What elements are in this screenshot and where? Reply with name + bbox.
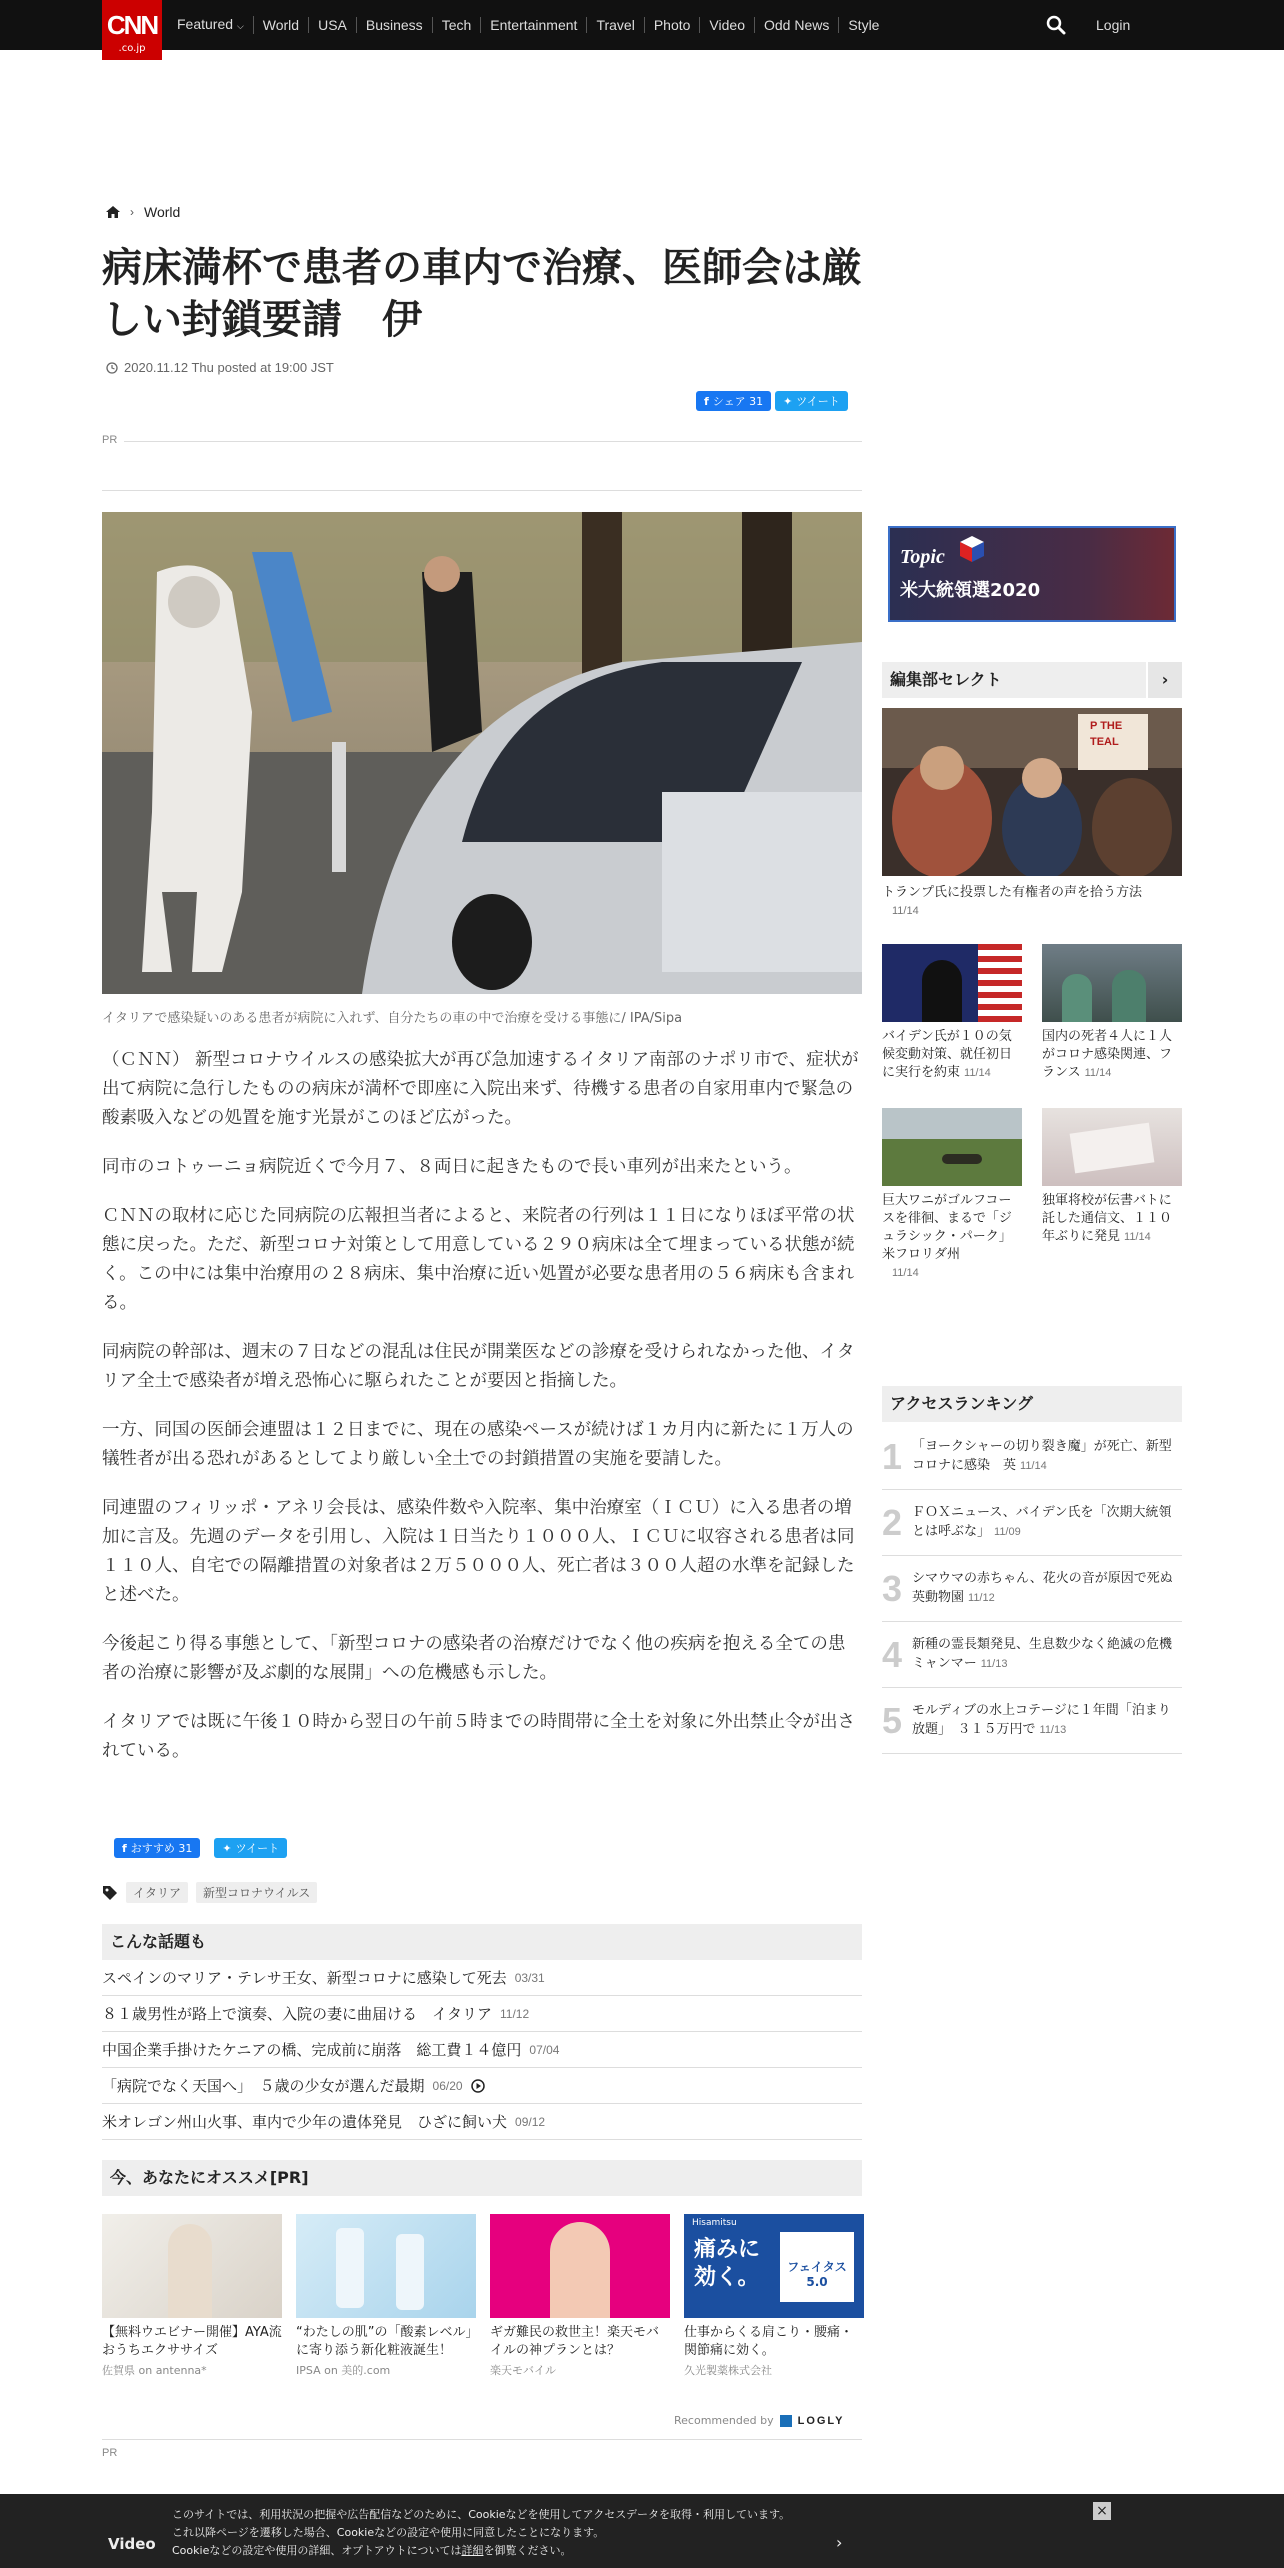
bottle-shape — [336, 2228, 364, 2308]
card-source: IPSA on 美的.com — [296, 2364, 391, 2377]
login-link[interactable]: Login — [1096, 17, 1131, 33]
clock-icon — [106, 362, 118, 374]
ranking-heading: アクセスランキング — [882, 1386, 1182, 1422]
paragraph: 同市のコトゥーニョ病院近くで今月７、８両日に起きたもので長い車列が出来たという。 — [102, 1157, 802, 1177]
ranking-list — [882, 1424, 1186, 1754]
nav-label: Featured — [177, 16, 234, 32]
chevron-right-icon[interactable]: › — [1146, 662, 1182, 698]
play-video-icon — [471, 2079, 485, 2093]
person-figure — [168, 2224, 212, 2318]
ranking-item[interactable] — [882, 1688, 1182, 1754]
facebook-share-button[interactable] — [696, 391, 771, 411]
search-icon[interactable] — [1046, 15, 1066, 35]
related-list — [102, 1960, 862, 2140]
logly-logo-icon — [780, 2415, 792, 2427]
recommend-card[interactable] — [296, 2214, 476, 2378]
card-image — [490, 2214, 670, 2318]
rank-date: 11/12 — [968, 1592, 995, 1604]
related-date: 07/04 — [529, 2042, 560, 2057]
logo-text: CNN — [106, 10, 158, 40]
pick-date: 11/14 — [1084, 1067, 1112, 1079]
pick-date: 11/14 — [892, 1267, 919, 1279]
divider — [124, 441, 862, 442]
pick-image — [1042, 944, 1182, 1022]
ranking-item[interactable] — [882, 1424, 1182, 1490]
card-image — [296, 2214, 476, 2318]
related-title: 中国企業手掛けたケニアの橋、完成前に崩落 総工費１４億円 — [102, 2041, 522, 2059]
pr-label: PR — [102, 2447, 118, 2459]
rank-number: 1 — [882, 1435, 903, 1477]
person-figure — [922, 960, 962, 1022]
ballot-box-icon — [960, 536, 984, 562]
list-item[interactable] — [102, 2032, 862, 2068]
card-title: “わたしの肌”の「酸素レベル」に寄り添う新化粧液誕生！ — [296, 2325, 472, 2358]
share-buttons-top — [696, 391, 848, 411]
editor-pick-item[interactable] — [882, 1108, 1022, 1282]
nav-video[interactable]: Video — [700, 17, 755, 33]
ad-brand: Hisamitsu — [692, 2218, 737, 2228]
twitter-icon: ✦ — [222, 1841, 232, 1855]
rank-title: 「ヨークシャーの切り裂き魔」が死亡、新型コロナに感染 英 — [912, 1439, 1172, 1473]
logo-subtext: .co.jp — [118, 43, 146, 54]
rank-number: 2 — [882, 1501, 903, 1543]
facebook-recommend-button[interactable] — [114, 1838, 200, 1858]
editor-pick-item[interactable] — [1042, 1108, 1182, 1246]
topic-title: 米大統領選2020 — [900, 580, 1041, 601]
list-item[interactable] — [102, 2104, 862, 2140]
editor-pick-main-title[interactable] — [882, 884, 1182, 920]
nav-world[interactable]: World — [254, 17, 309, 33]
close-icon[interactable]: × — [1093, 2502, 1111, 2520]
rank-date: 11/13 — [980, 1658, 1008, 1670]
cookie-line: を御覧ください。 — [483, 2544, 572, 2557]
nav-business[interactable]: Business — [357, 17, 433, 33]
paragraph: 同連盟のフィリッポ・アネリ会長は、感染件数や入院率、集中治療室（ＩＣＵ）に入る患者の増加に言及。先週のデータを引用し、入院は１日当たり１０００人、ＩＣＵに収容される患者は同１１０人、自宅での隔離措置の対象者は２万５０００人、死亡者は３００人超の水準を記録したと述べた。 — [102, 1498, 855, 1605]
related-date: 11/12 — [500, 2006, 530, 2021]
pick-title: 独軍将校が伝書バトに託した通信文、１１０年ぶりに発見 — [1042, 1193, 1173, 1244]
pick-title: トランプ氏に投票した有権者の声を拾う方法 — [882, 885, 1143, 900]
paragraph: ＣＮＮの取材に応じた同病院の広報担当者によると、来院者の行列は１１日になりほぼ平常の状態に戻った。ただ、新型コロナ対策として用意している２９０病床は全て埋まっている状態が続く。この中には集中治療用の２８病床、集中治療に近い処置が必要な患者用の５６病床も含まれる。 — [102, 1206, 855, 1313]
rank-number: 4 — [882, 1633, 903, 1675]
date-text: 2020.11.12 Thu posted at 19:00 JST — [124, 360, 334, 375]
medical-worker-figure — [1112, 970, 1146, 1022]
divider — [102, 2439, 862, 2440]
paragraph: イタリアでは既に午後１０時から翌日の午前５時までの時間帯に全土を対象に外出禁止令が出されている。 — [102, 1712, 856, 1761]
rank-date: 11/13 — [1039, 1724, 1067, 1736]
card-title: 【無料ウエビナー開催】AYA流おうちエクササイズ — [102, 2325, 282, 2358]
related-date: 03/31 — [514, 1970, 545, 1985]
recommended-by-label: Recommended by — [674, 2414, 774, 2427]
nav-photo[interactable]: Photo — [645, 17, 701, 33]
pick-image — [882, 1108, 1022, 1186]
pick-title: 国内の死者４人に１人がコロナ感染関連、フランス — [1042, 1029, 1173, 1080]
related-heading: こんな話題も — [102, 1924, 862, 1960]
nav-odd-news[interactable]: Odd News — [755, 17, 839, 33]
cookie-line: Cookieなどの設定や使用の詳細、オプトアウトについては — [172, 2544, 462, 2557]
twitter-tweet-button[interactable] — [214, 1838, 287, 1858]
product-box: フェイタス5.0 — [780, 2232, 854, 2302]
card-source: 佐賀県 on antenna* — [102, 2364, 207, 2377]
editor-pick-item[interactable] — [1042, 944, 1182, 1082]
ranking-item[interactable] — [882, 1556, 1186, 1622]
logly-logo[interactable]: LOGLY — [797, 2414, 845, 2427]
pick-date: 11/14 — [964, 1067, 991, 1079]
ad-headline: 痛みに効く。 — [694, 2237, 761, 2290]
list-item[interactable] — [102, 1996, 862, 2032]
twitter-icon: ✦ — [783, 394, 793, 408]
chevron-right-icon[interactable]: › — [836, 2533, 843, 2552]
nav-featured[interactable] — [168, 16, 254, 34]
related-title: 米オレゴン州山火事、車内で少年の遺体発見 ひざに飼い犬 — [102, 2113, 508, 2131]
pick-image — [1042, 1108, 1182, 1186]
rank-title: ＦＯＸニュース、バイデン氏を「次期大統領とは呼ぶな」 — [912, 1505, 1172, 1539]
divider — [102, 490, 862, 491]
rank-date: 11/14 — [1020, 1460, 1047, 1472]
bottle-shape — [396, 2234, 424, 2310]
share-fb-label: おすすめ 31 — [130, 1842, 193, 1855]
recommend-card[interactable] — [490, 2214, 670, 2378]
rank-number: 5 — [882, 1699, 903, 1741]
tag-item[interactable]: イタリア — [126, 1882, 188, 1903]
pick-photo — [882, 708, 1182, 876]
twitter-tweet-button[interactable] — [775, 391, 848, 411]
paper-note-shape — [1070, 1123, 1155, 1174]
pick-date: 11/14 — [892, 905, 919, 917]
topic-banner-us-election[interactable] — [888, 526, 1176, 622]
recommend-card[interactable] — [684, 2214, 864, 2378]
medical-worker-figure — [1062, 974, 1092, 1022]
card-title: ギガ難民の救世主！楽天モバイルの神プランとは？ — [490, 2325, 660, 2358]
share-buttons-bottom — [114, 1838, 287, 1858]
rank-title: シマウマの赤ちゃん、花火の音が原因で死ぬ 英動物園 — [912, 1571, 1186, 1605]
card-image — [684, 2214, 864, 2318]
cookie-consent-bar — [0, 2494, 1284, 2568]
flag-stripes — [978, 944, 1022, 1022]
list-item[interactable] — [102, 1960, 862, 1996]
recommend-cards — [102, 2214, 862, 2378]
paragraph: 一方、同国の医師会連盟は１２日までに、現在の感染ペースが続けば１カ月内に新たに１万人の犠牲者が出る恐れがあるとしてより厳しい全土での封鎖措置の実施を要請した。 — [102, 1420, 854, 1469]
paragraph: 今後起こり得る事態として、「新型コロナの感染者の治療だけでなく他の疾病を抱える全ての患者の治療に影響が及ぶ劇的な展開」への危機感も示した。 — [102, 1634, 846, 1683]
rank-number: 3 — [882, 1567, 903, 1609]
pick-title: 巨大ワニがゴルフコースを徘徊、まるで「ジュラシック・パーク」 米フロリダ州 — [882, 1193, 1019, 1262]
nav-tech[interactable]: Tech — [433, 17, 482, 33]
person-figure — [550, 2222, 610, 2318]
rank-title: 新種の霊長類発見、生息数少なく絶滅の危機 ミャンマー — [912, 1637, 1186, 1671]
card-image — [102, 2214, 282, 2318]
chevron-right-icon: › — [130, 205, 134, 219]
nav-style[interactable]: Style — [848, 17, 880, 33]
editor-pick-main[interactable] — [882, 708, 1182, 876]
rank-title: モルディブの水上コテージに１年間「泊まり放題」 ３１５万円で — [912, 1703, 1171, 1737]
paragraph: 同病院の幹部は、週末の７日などの混乱は住民が開業医などの診療を受けられなかった他、イタリア全土で感染者が増え恐怖心に駆られたことが要因と指摘した。 — [102, 1342, 855, 1391]
related-date: 06/20 — [432, 2078, 463, 2093]
breadcrumb-world[interactable]: World — [144, 204, 181, 220]
rank-date: 11/09 — [994, 1526, 1021, 1538]
ranking-item[interactable] — [882, 1622, 1186, 1688]
ranking-item[interactable] — [882, 1490, 1182, 1556]
share-fb-label: シェア 31 — [712, 395, 764, 408]
article-body — [102, 1046, 862, 1786]
editor-select-heading — [882, 662, 1182, 698]
tag-icon — [102, 1885, 118, 1901]
card-source: 楽天モバイル — [490, 2364, 556, 2377]
paragraph: （ＣＮＮ） 新型コロナウイルスの感染拡大が再び急加速するイタリア南部のナポリ市で、症状が出て病院に急行したものの病床が満杯で即座に入院出来ず、待機する患者の自家用車内で緊急の酸素吸入などの処置を施す光景がこのほど広がった。 — [102, 1050, 859, 1128]
heading-text: 編集部セレクト — [890, 670, 1002, 689]
facebook-icon: f — [704, 394, 709, 408]
video-section-label: Video — [108, 2535, 156, 2553]
related-title: ８１歳男性が路上で演奏、入院の妻に曲届ける イタリア — [102, 2005, 493, 2023]
cookie-text — [172, 2506, 852, 2560]
pick-title: バイデン氏が１０の気候変動対策、就任初日に実行を約束 — [882, 1029, 1013, 1080]
nav-usa[interactable]: USA — [309, 17, 357, 33]
recommend-heading: 今、あなたにオススメ[PR] — [102, 2160, 862, 2196]
breadcrumb — [106, 204, 180, 220]
chevron-down-icon: ⌵ — [236, 21, 244, 31]
photo-caption: イタリアで感染疑いのある患者が病院に入れず、自分たちの車の中で治療を受ける事態に/ IPA/Sipa — [102, 1011, 683, 1026]
card-source: 久光製薬株式会社 — [684, 2364, 772, 2377]
tag-list — [102, 1882, 317, 1903]
main-nav — [168, 0, 888, 50]
recommend-card[interactable] — [102, 2214, 282, 2378]
banner-background — [890, 528, 1174, 620]
related-title: スペインのマリア・テレサ王女、新型コロナに感染して死去 — [102, 1969, 507, 1987]
pick-image — [882, 944, 1022, 1022]
list-item[interactable] — [102, 2068, 862, 2104]
nav-travel[interactable]: Travel — [587, 17, 644, 33]
editor-pick-item[interactable] — [882, 944, 1022, 1082]
protest-sign-text: P THE TEAL — [1090, 720, 1123, 748]
facebook-icon: f — [122, 1841, 127, 1855]
top-nav-bar — [0, 0, 1284, 50]
card-title: 仕事からくる肩こり・腰痛・関節痛に効く。 — [684, 2325, 854, 2358]
related-date: 09/12 — [515, 2114, 546, 2129]
logly-attribution — [674, 2414, 844, 2427]
topic-label: Topic — [900, 546, 945, 568]
article-date — [106, 360, 334, 375]
cookie-line: このサイトでは、利用状況の把握や広告配信などのために、Cookieなどを使用してアクセスデータを取得・利用しています。 — [172, 2508, 791, 2521]
share-tw-label: ツイート — [235, 1842, 280, 1855]
cnn-logo[interactable] — [102, 0, 162, 60]
cookie-line: これ以降ページを遷移した場合、Cookieなどの設定や使用に同意したことになります。 — [172, 2526, 605, 2539]
related-title: 「病院でなく天国へ」 ５歳の少女が選んだ最期 — [102, 2077, 425, 2095]
alligator-shape — [942, 1154, 982, 1164]
article-title: 病床満杯で患者の車内で治療、医師会は厳しい封鎖要請 伊 — [102, 245, 862, 343]
tag-item[interactable]: 新型コロナウイルス — [196, 1882, 317, 1903]
share-tw-label: ツイート — [796, 395, 840, 408]
pr-label: PR — [102, 434, 118, 446]
home-icon[interactable] — [106, 206, 120, 218]
cookie-details-link[interactable]: 詳細 — [461, 2544, 484, 2557]
pick-date: 11/14 — [1124, 1231, 1151, 1243]
nav-entertainment[interactable]: Entertainment — [481, 17, 587, 33]
article-main-photo — [102, 512, 862, 994]
